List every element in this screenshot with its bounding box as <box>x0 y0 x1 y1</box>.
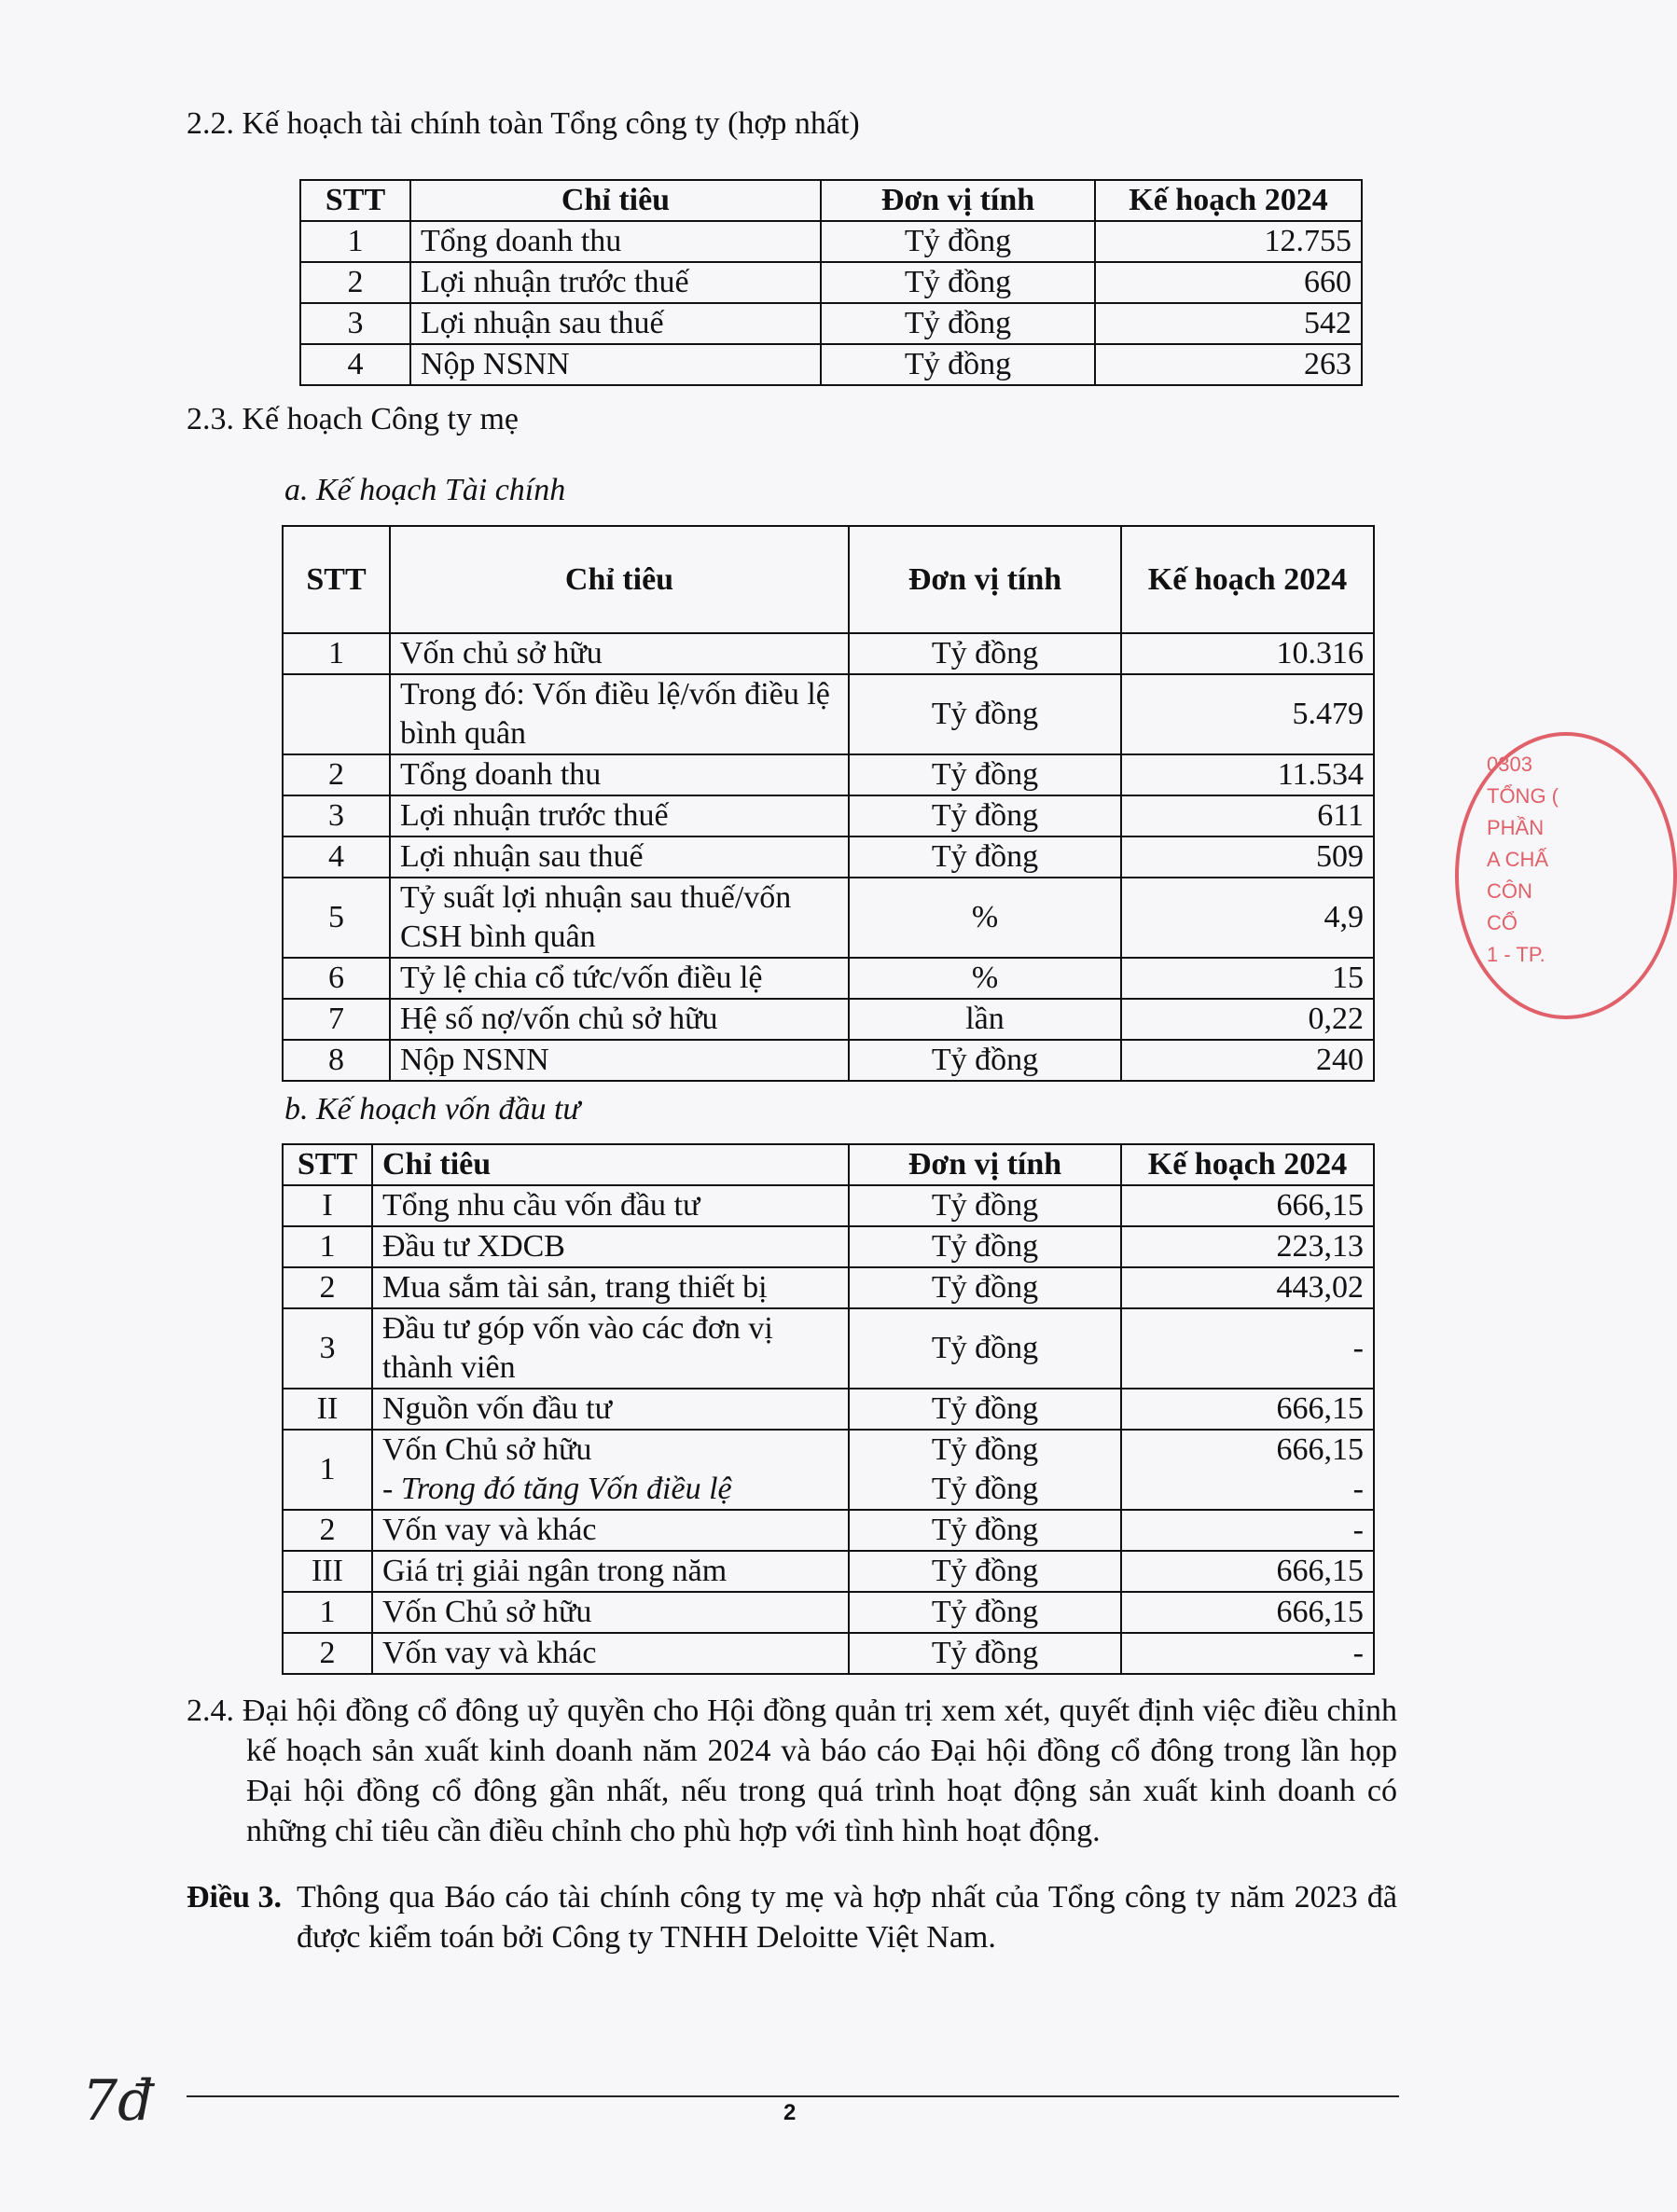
table-row: 4 Lợi nhuận sau thuế Tỷ đồng 509 <box>283 836 1374 878</box>
col-header-unit: Đơn vị tính <box>821 180 1095 221</box>
table-row: III Giá trị giải ngân trong năm Tỷ đồng 666,15 <box>283 1551 1374 1592</box>
table-row: 1 Đầu tư XDCB Tỷ đồng 223,13 <box>283 1226 1374 1267</box>
section-2-4-paragraph: 2.4. Đại hội đồng cổ đông uỷ quyền cho Hội đồng quản trị xem xét, quyết định việc điều chỉnh kế hoạch sản xuất kinh doanh năm 2024 và báo cáo Đại hội đồng cổ đông trong lần họp Đại hội đồng cổ đông gần nhất, nếu trong quá trình hoạt động sản xuất kinh doanh có những chỉ tiêu cần điều chỉnh cho phù hợp với tình hình hoạt động. <box>187 1694 1397 1848</box>
table-row: - Trong đó tăng Vốn điều lệ Tỷ đồng - <box>283 1470 1374 1510</box>
col-header-plan-2024: Kế hoạch 2024 <box>1095 180 1362 221</box>
table-row: 1 Vốn Chủ sở hữu Tỷ đồng 666,15 <box>283 1592 1374 1633</box>
investment-plan-table <box>282 1143 1375 1675</box>
parent-financial-plan-table <box>282 525 1375 1082</box>
col-header-stt: STT <box>300 180 410 221</box>
table-row: 8 Nộp NSNN Tỷ đồng 240 <box>283 1040 1374 1081</box>
table-row: 7 Hệ số nợ/vốn chủ sở hữu lần 0,22 <box>283 999 1374 1040</box>
table-row: 2 Tổng doanh thu Tỷ đồng 11.534 <box>283 754 1374 795</box>
table-row: 2 Vốn vay và khác Tỷ đồng - <box>283 1633 1374 1674</box>
col-header-plan-2024: Kế hoạch 2024 <box>1121 526 1374 633</box>
col-header-indicator: Chỉ tiêu <box>372 1144 849 1185</box>
table-row: 4 Nộp NSNN Tỷ đồng 263 <box>300 344 1362 385</box>
table-row: 2 Lợi nhuận trước thuế Tỷ đồng 660 <box>300 262 1362 303</box>
col-header-unit: Đơn vị tính <box>849 1144 1121 1185</box>
table-row: 2 Vốn vay và khác Tỷ đồng - <box>283 1510 1374 1551</box>
dieu-3-label: Điều 3. <box>187 1880 282 1915</box>
footer-divider <box>187 2095 1399 2097</box>
section-2-3-title: 2.3. Kế hoạch Công ty mẹ <box>187 402 519 436</box>
sub-a-title: a. Kế hoạch Tài chính <box>284 473 566 507</box>
table-row: 1 Vốn Chủ sở hữu Tỷ đồng 666,15 <box>283 1430 1374 1470</box>
col-header-indicator: Chỉ tiêu <box>410 180 821 221</box>
section-2-2-title: 2.2. Kế hoạch tài chính toàn Tổng công ty (hợp nhất) <box>187 106 860 141</box>
company-seal-stamp: 0303 TỔNG ( PHẦN A CHẤ CÔN CỔ 1 - TP. <box>1455 732 1677 1019</box>
table-row: 3 Lợi nhuận trước thuế Tỷ đồng 611 <box>283 795 1374 836</box>
table-row: 3 Đầu tư góp vốn vào các đơn vị thành viên Tỷ đồng - <box>283 1308 1374 1389</box>
col-header-stt: STT <box>283 1144 372 1185</box>
consolidated-plan-table <box>299 179 1363 386</box>
table-row: Trong đó: Vốn điều lệ/vốn điều lệ bình quân Tỷ đồng 5.479 <box>283 674 1374 754</box>
table-row: 2 Mua sắm tài sản, trang thiết bị Tỷ đồng 443,02 <box>283 1267 1374 1308</box>
table-row: II Nguồn vốn đầu tư Tỷ đồng 666,15 <box>283 1389 1374 1430</box>
page-number: 2 <box>783 2100 797 2125</box>
col-header-indicator: Chỉ tiêu <box>390 526 849 633</box>
col-header-unit: Đơn vị tính <box>849 526 1121 633</box>
col-header-stt: STT <box>283 526 390 633</box>
table-row: 3 Lợi nhuận sau thuế Tỷ đồng 542 <box>300 303 1362 344</box>
table-row: I Tổng nhu cầu vốn đầu tư Tỷ đồng 666,15 <box>283 1185 1374 1226</box>
table-row: 1 Vốn chủ sở hữu Tỷ đồng 10.316 <box>283 633 1374 674</box>
sub-b-title: b. Kế hoạch vốn đầu tư <box>284 1092 580 1127</box>
signature-initials: 7đ <box>82 2068 154 2134</box>
table-row: 5 Tỷ suất lợi nhuận sau thuế/vốn CSH bình quân % 4,9 <box>283 878 1374 958</box>
col-header-plan-2024: Kế hoạch 2024 <box>1121 1144 1374 1185</box>
table-row: 6 Tỷ lệ chia cổ tức/vốn điều lệ % 15 <box>283 958 1374 999</box>
table-row: 1 Tổng doanh thu Tỷ đồng 12.755 <box>300 221 1362 262</box>
dieu-3-text: Thông qua Báo cáo tài chính công ty mẹ và hợp nhất của Tổng công ty năm 2023 đã được kiểm toán bởi Công ty TNHH Deloitte Việt Nam. <box>297 1880 1397 1955</box>
